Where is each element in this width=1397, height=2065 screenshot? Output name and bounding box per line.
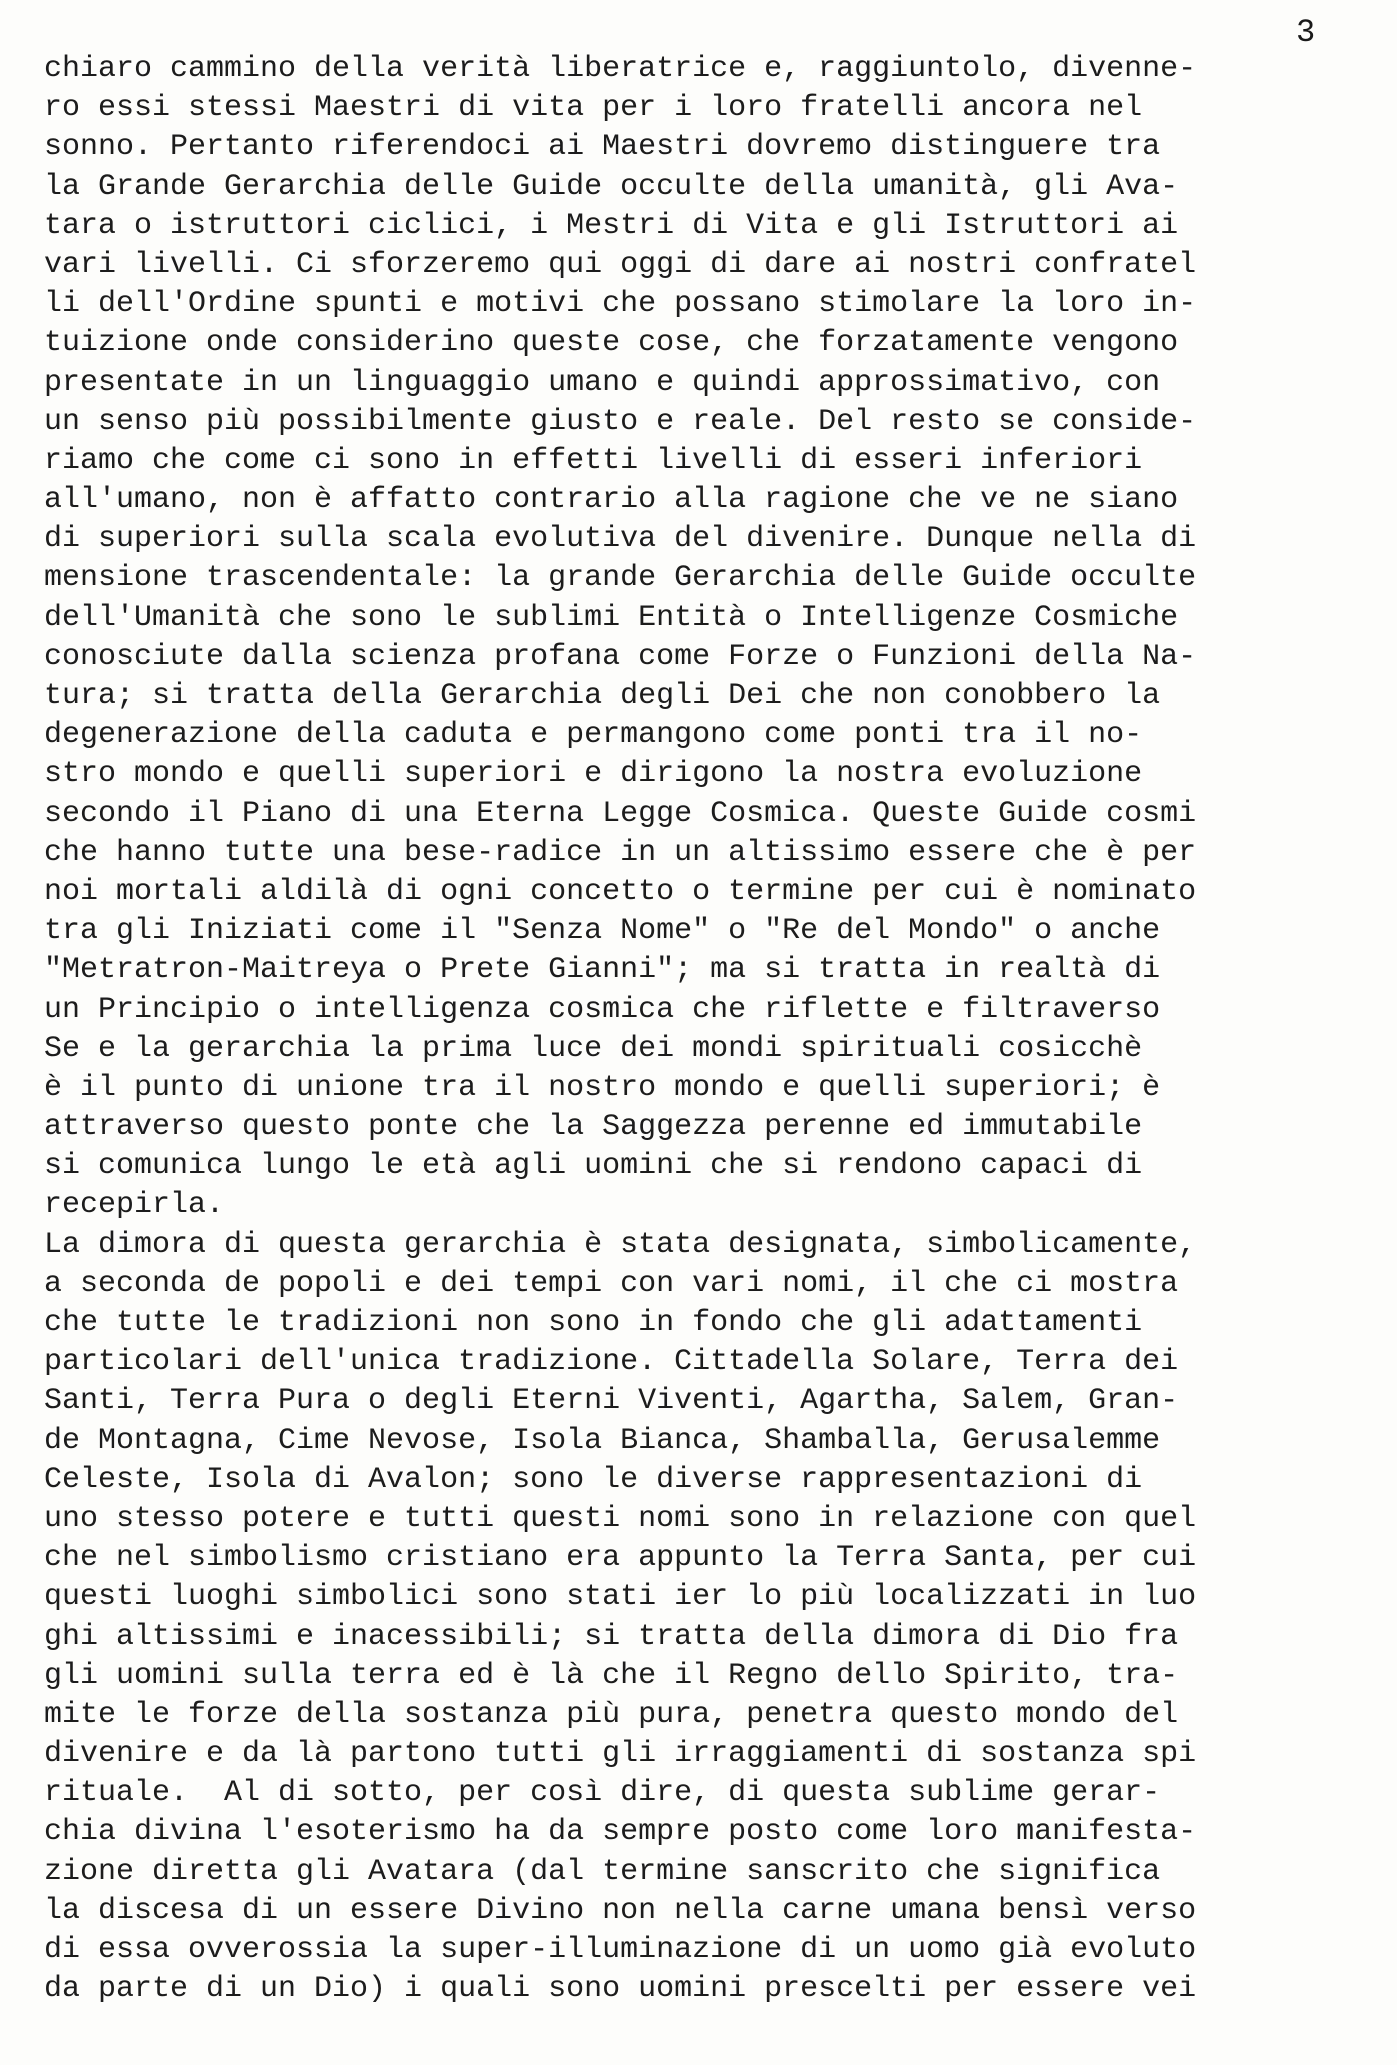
text-line: noi mortali aldilà di ogni concetto o termine per cui è nominato <box>44 874 1197 909</box>
text-line: presentate in un linguaggio umano e quindi approssimativo, con <box>44 365 1161 400</box>
text-line: chiaro cammino della verità liberatrice e, raggiuntolo, divenne- <box>44 52 1197 86</box>
text-line: riamo che come ci sono in effetti livelli di esseri inferiori <box>44 443 1143 478</box>
text-line: gli uomini sulla terra ed è là che il Regno dello Spirito, tra- <box>44 1658 1179 1693</box>
text-line: recepirla. <box>44 1188 225 1223</box>
text-line: li dell'Ordine spunti e motivi che possano stimolare la loro in- <box>44 287 1197 322</box>
text-line: rituale. Al di sotto, per così dire, di questa sublime gerar- <box>44 1776 1161 1811</box>
text-line: stro mondo e quelli superiori e dirigono la nostra evoluzione <box>44 757 1143 792</box>
text-line: La dimora di questa gerarchia è stata designata, simbolicamente, <box>44 1227 1197 1262</box>
text-line: si comunica lungo le età agli uomini che si rendono capaci di <box>44 1149 1143 1184</box>
text-line: tura; si tratta della Gerarchia degli Dei che non conobbero la <box>44 679 1161 713</box>
text-line: la Grande Gerarchia delle Guide occulte della umanità, gli Ava- <box>44 169 1179 204</box>
text-line: chia divina l'esoterismo ha da sempre posto come loro manifesta- <box>44 1815 1197 1850</box>
text-line: che nel simbolismo cristiano era appunto la Terra Santa, per cui <box>44 1541 1197 1576</box>
text-line: zione diretta gli Avatara (dal termine sanscrito che significa <box>44 1854 1161 1889</box>
text-line: tuizione onde considerino queste cose, che forzatamente vengono <box>44 326 1179 361</box>
text-line: mite le forze della sostanza più pura, penetra questo mondo del <box>44 1697 1179 1732</box>
text-line: Santi, Terra Pura o degli Eterni Viventi, Agartha, Salem, Gran- <box>44 1384 1179 1419</box>
text-line: Celeste, Isola di Avalon; sono le diverse rappresentazioni di <box>44 1462 1143 1497</box>
text-line: attraverso questo ponte che la Saggezza perenne ed immutabile <box>44 1110 1143 1145</box>
text-line: che tutte le tradizioni non sono in fondo che gli adattamenti <box>44 1306 1143 1340</box>
text-line: all'umano, non è affatto contrario alla ragione che ve ne siano <box>44 483 1179 518</box>
text-line: ro essi stessi Maestri di vita per i loro fratelli ancora nel <box>44 91 1143 126</box>
text-line: Se e la gerarchia la prima luce dei mondi spirituali cosicchè <box>44 1031 1143 1066</box>
text-line: "Metratron-Maitreya o Prete Gianni"; ma si tratta in realtà di <box>44 953 1161 988</box>
text-line: mensione trascendentale: la grande Gerarchia delle Guide occulte <box>44 561 1197 596</box>
text-line: è il punto di unione tra il nostro mondo e quelli superiori; è <box>44 1070 1161 1105</box>
text-line: vari livelli. Ci sforzeremo qui oggi di dare ai nostri confratel <box>44 247 1197 282</box>
text-line: ghi altissimi e inacessibili; si tratta della dimora di Dio fra <box>44 1619 1179 1654</box>
page-number: 3 <box>1296 14 1316 51</box>
text-line: di superiori sulla scala evolutiva del divenire. Dunque nella di <box>44 522 1197 557</box>
text-line: da parte di un Dio) i quali sono uomini prescelti per essere vei <box>44 1972 1197 2007</box>
text-line: questi luoghi simbolici sono stati ier lo più localizzati in luo <box>44 1580 1197 1615</box>
body-text <box>44 50 1374 2009</box>
text-line: di essa ovverossia la super-illuminazione di un uomo già evoluto <box>44 1933 1197 1967</box>
text-line: divenire e da là partono tutti gli irraggiamenti di sostanza spi <box>44 1737 1197 1772</box>
text-line: tara o istruttori ciclici, i Mestri di Vita e gli Istruttori ai <box>44 208 1179 243</box>
text-line: degenerazione della caduta e permangono come ponti tra il no- <box>44 718 1143 753</box>
text-line: uno stesso potere e tutti questi nomi sono in relazione con quel <box>44 1501 1197 1536</box>
text-line: a seconda de popoli e dei tempi con vari nomi, il che ci mostra <box>44 1266 1179 1301</box>
text-line: che hanno tutte una bese-radice in un altissimo essere che è per <box>44 835 1197 870</box>
text-line: de Montagna, Cime Nevose, Isola Bianca, Shamballa, Gerusalemme <box>44 1423 1161 1458</box>
text-line: dell'Umanità che sono le sublimi Entità o Intelligenze Cosmiche <box>44 600 1179 635</box>
text-line: sonno. Pertanto riferendoci ai Maestri dovremo distinguere tra <box>44 130 1161 165</box>
text-line: conosciute dalla scienza profana come Forze o Funzioni della Na- <box>44 639 1197 674</box>
text-line: particolari dell'unica tradizione. Cittadella Solare, Terra dei <box>44 1345 1179 1380</box>
text-line: la discesa di un essere Divino non nella carne umana bensì verso <box>44 1893 1197 1928</box>
text-line: un Principio o intelligenza cosmica che riflette e filtraverso <box>44 992 1161 1027</box>
text-line: un senso più possibilmente giusto e reale. Del resto se conside- <box>44 404 1197 439</box>
text-line: secondo il Piano di una Eterna Legge Cosmica. Queste Guide cosmi <box>44 796 1197 831</box>
text-line: tra gli Iniziati come il "Senza Nome" o "Re del Mondo" o anche <box>44 914 1161 949</box>
